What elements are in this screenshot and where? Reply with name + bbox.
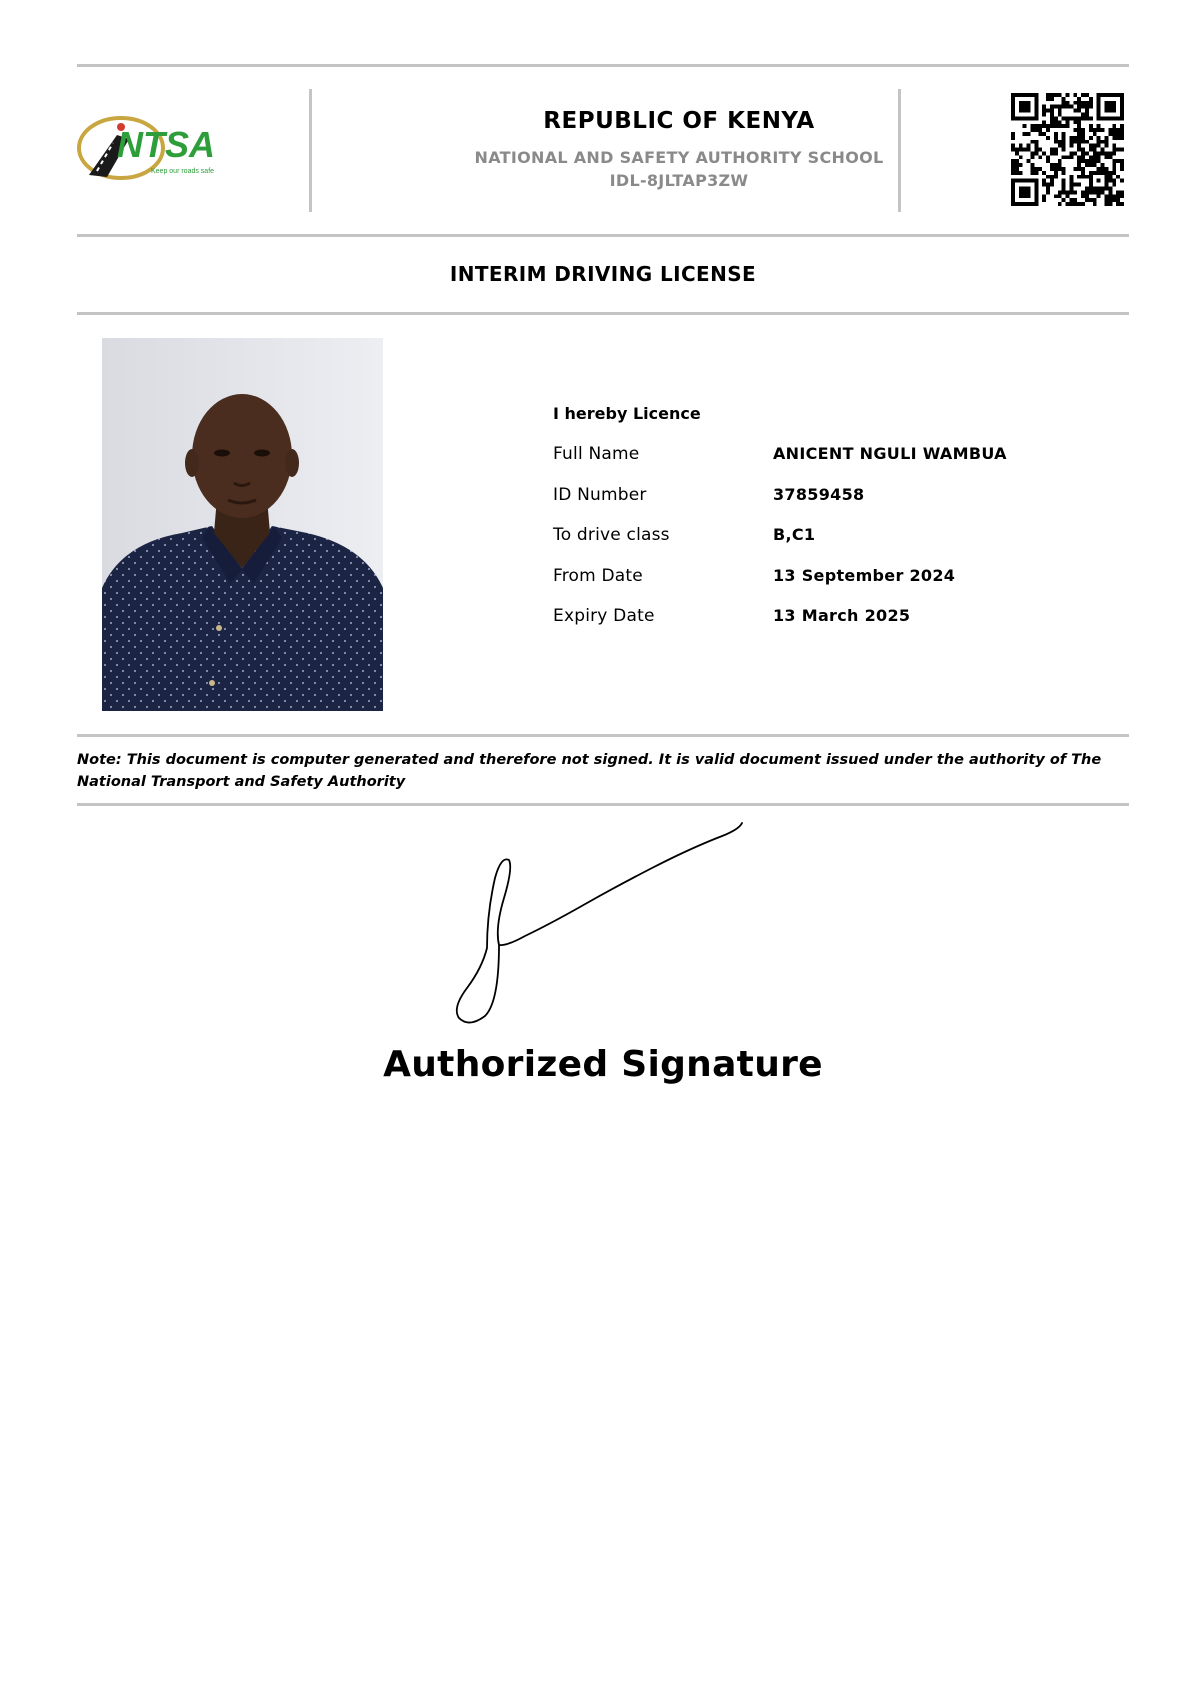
field-row-id-number	[553, 484, 1113, 525]
field-row-expiry-date	[553, 605, 1113, 646]
header-divider-left	[309, 89, 312, 212]
field-value: ANICENT NGULI WAMBUA	[773, 444, 1007, 463]
field-value: 37859458	[773, 484, 865, 504]
document-title: INTERIM DRIVING LICENSE	[449, 262, 757, 286]
note-bottom-divider	[77, 803, 1129, 806]
authority-name: NATIONAL AND SAFETY AUTHORITY SCHOOL	[474, 148, 884, 167]
holder-photo	[102, 338, 383, 711]
field-label: Expiry Date	[553, 606, 655, 626]
field-value: 13 March 2025	[773, 606, 911, 625]
field-label: ID Number	[553, 484, 647, 505]
ntsa-logo	[77, 113, 227, 181]
country-heading: REPUBLIC OF KENYA	[543, 108, 815, 134]
title-bottom-divider	[77, 312, 1129, 315]
licence-details	[553, 403, 1113, 646]
header-title-block	[313, 108, 1045, 190]
field-label: From Date	[553, 565, 643, 586]
field-value: 13 September 2024	[773, 565, 956, 585]
qr-code-icon	[1011, 93, 1124, 206]
field-label: Full Name	[553, 444, 640, 464]
field-row-full-name	[553, 443, 1113, 484]
license-document	[77, 0, 1129, 1698]
field-row-from-date	[553, 565, 1113, 606]
document-note: Note: This document is computer generated and therefore not signed. It is valid document issued under the authority of The National Transport and Safety Authority	[77, 752, 1102, 790]
signature-image	[447, 818, 767, 1038]
field-row-drive-class	[553, 524, 1113, 565]
logo-tagline: Keep our roads safe	[151, 168, 215, 175]
header-bottom-divider	[77, 234, 1129, 237]
details-bottom-divider	[77, 734, 1129, 737]
header-divider-right	[898, 89, 901, 212]
field-label: To drive class	[553, 525, 670, 545]
reference-number: IDL-8JLTAP3ZW	[609, 171, 749, 190]
svg-text:NTSA: NTSA	[117, 124, 215, 165]
licence-intro: I hereby Licence	[553, 404, 701, 423]
authorized-signature-label: Authorized Signature	[383, 1044, 823, 1085]
top-divider	[77, 64, 1129, 67]
field-value: B,C1	[773, 525, 816, 544]
